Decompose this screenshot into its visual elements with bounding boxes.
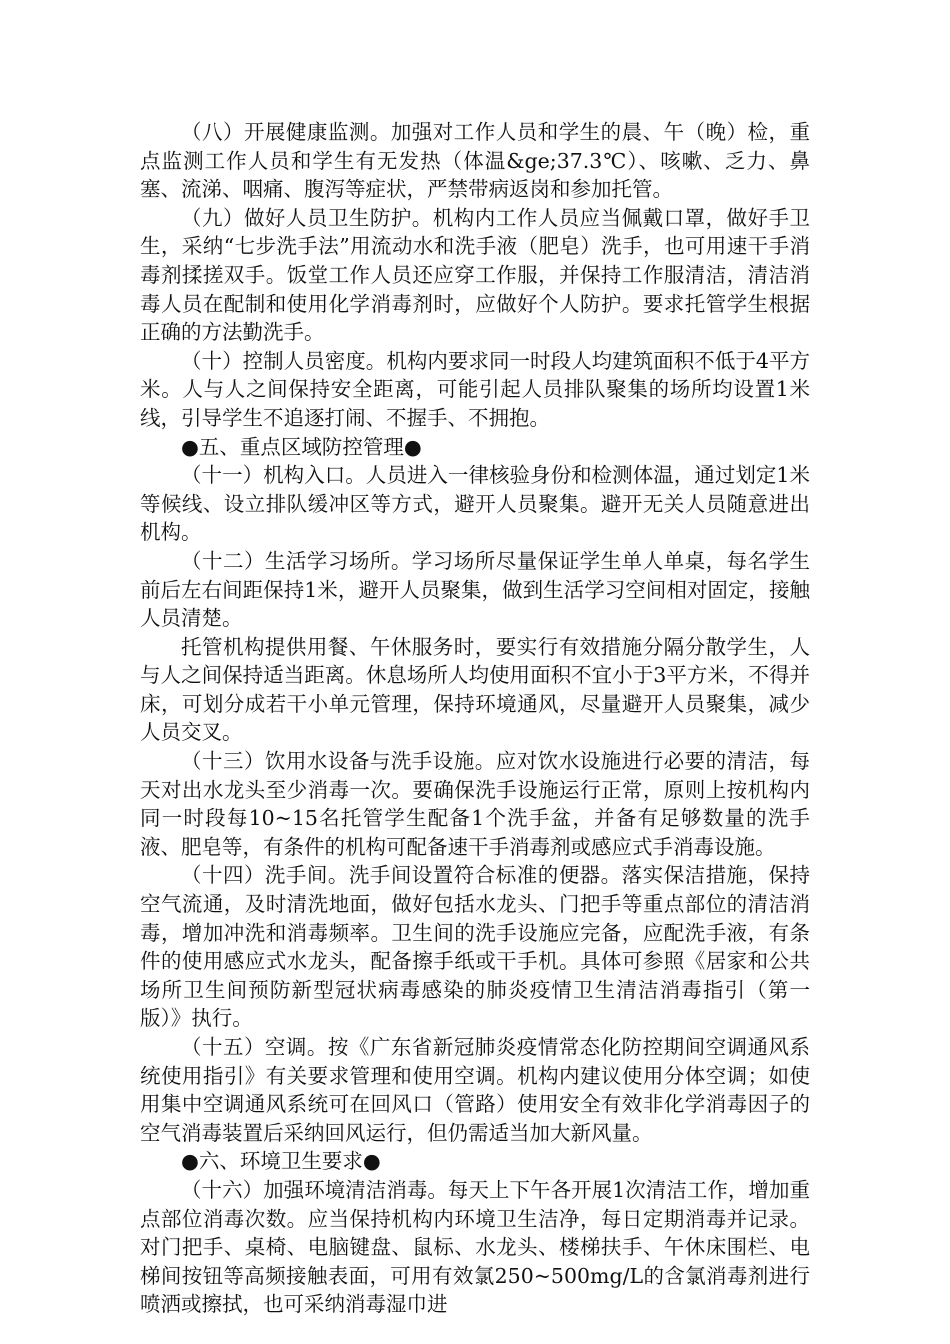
document-body	[140, 118, 810, 1319]
paragraph-restroom: （十四）洗手间。洗手间设置符合标准的便器。落实保洁措施，保持空气流通，及时清洗地面，做好包括水龙头、门把手等重点部位的清洁消毒，增加冲洗和消毒频率。卫生间的洗手设施应完备，应配洗手液，有条件的使用感应式水龙头，配备擦手纸或干手机。具体可参照《居家和公共场所卫生间预防新型冠状病毒感染的肺炎疫情卫生清洁消毒指引（第一版）》执行。	[140, 863, 810, 1031]
paragraph-air-conditioning: （十五）空调。按《广东省新冠肺炎疫情常态化防控期间空调通风系统使用指引》有关要求管理和使用空调。机构内建议使用分体空调；如使用集中空调通风系统可在回风口（管路）使用安全有效非化学消毒因子的空气消毒装置后采纳回风运行，但仍需适当加大新风量。	[140, 1035, 810, 1145]
paragraph-study-area: （十二）生活学习场所。学习场所尽量保证学生单人单桌，每名学生前后左右间距保持1米，避开人员聚集，做到生活学习空间相对固定，接触人员清楚。	[140, 548, 810, 631]
paragraph-personal-protection: （九）做好人员卫生防护。机构内工作人员应当佩戴口罩，做好手卫生，采纳“七步洗手法”用流动水和洗手液（肥皂）洗手，也可用速干手消毒剂揉搓双手。饭堂工作人员还应穿工作服，并保持工作服清洁，清洁消毒人员在配制和使用化学消毒剂时，应做好个人防护。要求托管学生根据正确的方法勤洗手。	[140, 205, 810, 345]
paragraph-density-control: （十）控制人员密度。机构内要求同一时段人均建筑面积不低于4平方米。人与人之间保持安全距离，可能引起人员排队聚集的场所均设置1米线，引导学生不追逐打闹、不握手、不拥抱。	[140, 348, 810, 430]
paragraph-cleaning-disinfection: （十六）加强环境清洁消毒。每天上下午各开展1次清洁工作，增加重点部位消毒次数。应当保持机构内环境卫生洁净，每日定期消毒并记录。对门把手、桌椅、电脑键盘、鼠标、水龙头、楼梯扶手、午休床围栏、电梯间按钮等高频接触表面，可用有效氯250~500mg/L的含氯消毒剂进行喷洒或擦拭，也可采纳消毒湿巾进	[140, 1177, 810, 1317]
paragraph-entrance: （十一）机构入口。人员进入一律核验身份和检测体温，通过划定1米等候线、设立排队缓冲区等方式，避开人员聚集。避开无关人员随意进出机构。	[140, 463, 810, 545]
paragraph-meals-rest: 托管机构提供用餐、午休服务时，要实行有效措施分隔分散学生，人与人之间保持适当距离。休息场所人均使用面积不宜小于3平方米，不得并床，可划分成若干小单元管理，保持环境通风，尽量避开人员聚集，减少人员交叉。	[140, 634, 810, 745]
paragraph-water-handwash: （十三）饮用水设备与洗手设施。应对饮水设施进行必要的清洁，每天对出水龙头至少消毒一次。要确保洗手设施运行正常，原则上按机构内同一时段每10~15名托管学生配备1个洗手盆，并备有足够数量的洗手液、肥皂等，有条件的机构可配备速干手消毒剂或感应式手消毒设施。	[140, 749, 810, 859]
paragraph-health-monitoring: （八）开展健康监测。加强对工作人员和学生的晨、午（晚）检，重点监测工作人员和学生有无发热（体温&ge;37.3℃）、咳嗽、乏力、鼻塞、流涕、咽痛、腹泻等症状，严禁带病返岗和参加托管。	[140, 120, 810, 202]
section-heading-environment: ●六、环境卫生要求●	[181, 1149, 381, 1174]
section-heading-key-areas: ●五、重点区域防控管理●	[181, 434, 422, 459]
